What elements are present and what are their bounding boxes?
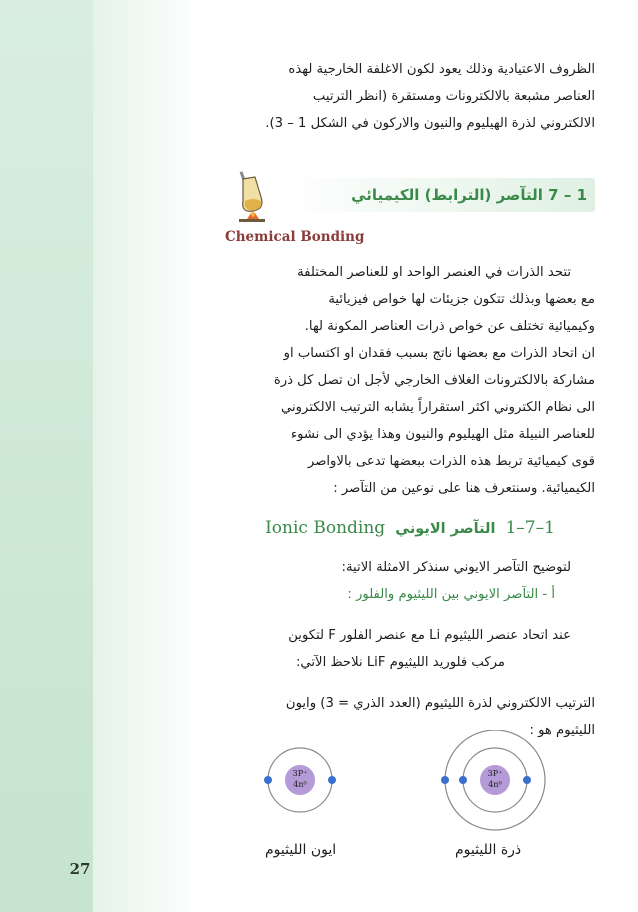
section-line: مشاركة بالالكترونات الغلاف الخارجي لأجل ان تصل كل ذرة: [273, 373, 595, 388]
section-line: وكيميائية تختلف عن خواص ذرات العناصر المكونة لها.: [304, 319, 595, 334]
intro-line: العناصر مشبعة بالالكترونات ومستقرة (انظر الترتيب: [312, 89, 595, 104]
section-line: ان اتحاد الذرات مع بعضها ناتج بسبب فقدان او اكتساب او: [283, 346, 595, 361]
subsection-item-a: أ - التآصر الايوني بين الليثيوم والفلور :: [347, 587, 555, 602]
intro-line: الظروف الاعتيادية وذلك يعود لكون الاغلفة الخارجية لهذه: [288, 62, 595, 77]
atom-label: ذرة الليثيوم: [455, 842, 522, 858]
section-line: مع بعضها وبذلك تتكون جزيئات لها خواص فيزيائية: [328, 292, 595, 307]
subsection-heading: [225, 518, 595, 538]
subsection-title-en: Ionic Bonding: [265, 518, 386, 538]
subsection-title-ar: التآصر الايوني: [395, 521, 496, 537]
para1-line: عند اتحاد عنصر الليثيوم Li مع عنصر الفلور F لتكوين: [288, 628, 571, 643]
page-content: [225, 56, 595, 744]
lithium-atom-diagram: [441, 730, 545, 830]
page-number: 27: [69, 860, 91, 878]
subsection-number: 1–7–1: [505, 518, 555, 538]
section-title-en: Chemical Bonding: [225, 229, 365, 245]
atom-nucleus-neutrons: 4n⁰: [488, 780, 502, 789]
page-sidebar: [0, 0, 93, 912]
section-title: 1 – 7 التآصر (الترابط) الكيميائي: [351, 186, 587, 204]
section-line: قوى كيميائية تربط هذه الذرات ببعضها تدعى بالاواصر: [307, 454, 595, 469]
section-line: للعناصر النبيلة مثل الهيليوم والنيون وهذا يؤدي الى نشوء: [290, 427, 595, 442]
ion-nucleus-neutrons: 4n⁰: [293, 780, 307, 789]
para1-line: مركب فلوريد الليثيوم LiF نلاحظ الآتي:: [295, 655, 505, 670]
section-line: الكيميائية. وسنتعرف هنا على نوعين من التآصر :: [333, 481, 595, 496]
ion-nucleus-protons: 3P⁺: [292, 769, 308, 778]
intro-line: الالكتروني لذرة الهيليوم والنيون والاركون في الشكل 1 – 3).: [265, 116, 595, 131]
atom-nucleus-protons: 3P⁺: [487, 769, 503, 778]
para2-line: الترتيب الالكتروني لذرة الليثيوم (العدد الذري = 3) وايون: [285, 696, 595, 711]
section-heading-band: [283, 178, 595, 212]
atom-diagrams: [225, 730, 595, 840]
page-sidebar-fade: [93, 0, 200, 912]
section-line: تتحد الذرات في العنصر الواحد او للعناصر المختلفة: [297, 265, 571, 280]
flask-heating-icon: [225, 167, 277, 223]
section-line: الى نظام الكتروني اكثر استقراراً يشابه الترتيب الالكتروني: [281, 400, 595, 415]
section-heading: [225, 167, 595, 223]
lithium-figure: [225, 730, 595, 858]
subsection-intro: لتوضيح التآصر الايوني سنذكر الامثلة الاتية:: [341, 560, 571, 575]
para2-line: الليثيوم هو :: [529, 723, 595, 738]
lithium-ion-diagram: [264, 748, 336, 812]
ion-label: ايون الليثيوم: [265, 842, 337, 858]
